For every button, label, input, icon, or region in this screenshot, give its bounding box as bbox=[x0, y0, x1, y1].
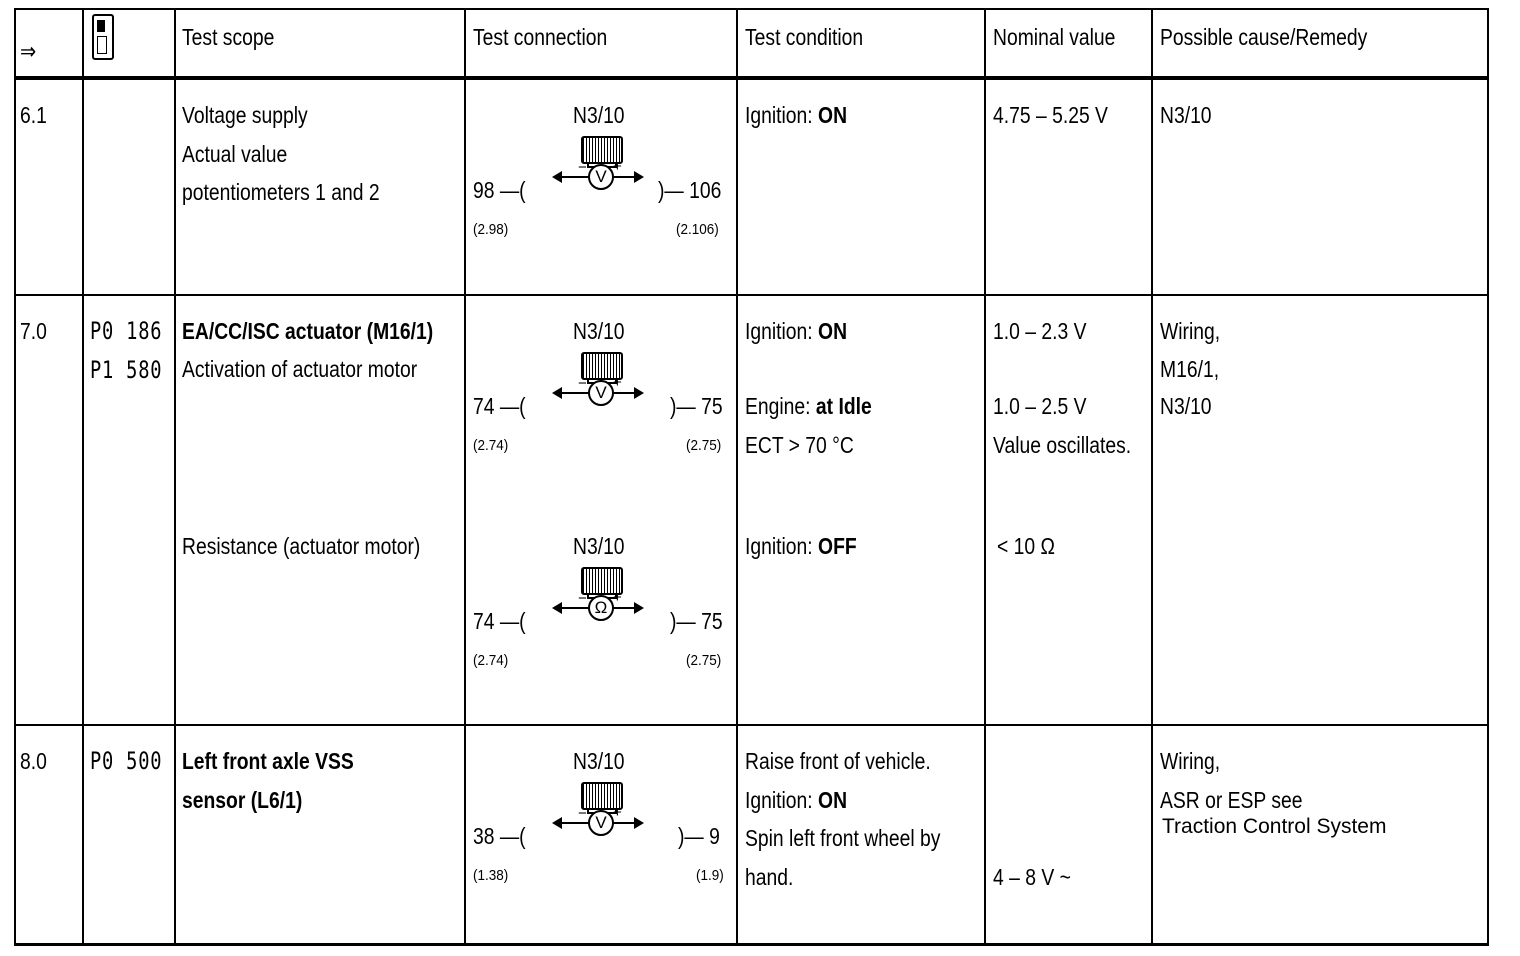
nominal-value: 1.0 – 2.3 V bbox=[993, 318, 1087, 344]
connector-label: N3/10 bbox=[573, 102, 625, 128]
test-condition: Spin left front wheel by bbox=[745, 825, 941, 851]
pin-right: )— 75 bbox=[670, 393, 723, 419]
test-scope-line: Voltage supply bbox=[182, 102, 308, 128]
nominal-value: 4.75 – 5.25 V bbox=[993, 102, 1108, 128]
remedy-line: N3/10 bbox=[1160, 102, 1212, 128]
test-condition: Ignition: ON bbox=[745, 102, 848, 128]
test-scope-line: Resistance (actuator motor) bbox=[182, 533, 421, 559]
test-condition: hand. bbox=[745, 864, 794, 890]
pin-left-ref: (1.38) bbox=[473, 867, 509, 884]
remedy-link[interactable]: Traction Control System bbox=[1162, 815, 1387, 838]
remedy-line: ASR or ESP see bbox=[1160, 787, 1303, 813]
pin-right-ref: (1.9) bbox=[696, 867, 724, 884]
test-scope-title: EA/CC/ISC actuator (M16/1) bbox=[182, 318, 434, 344]
header-test-connection: Test connection bbox=[473, 24, 608, 50]
nominal-value: < 10 Ω bbox=[997, 533, 1055, 559]
test-condition: ECT > 70 °C bbox=[745, 432, 854, 458]
voltmeter-symbol: − + V bbox=[568, 350, 638, 420]
pin-right: )— 75 bbox=[670, 608, 723, 634]
remedy-line: Wiring, bbox=[1160, 318, 1221, 344]
diagnostic-table bbox=[14, 8, 1489, 946]
header-test-condition: Test condition bbox=[745, 24, 864, 50]
pin-right: )— 9 bbox=[678, 823, 720, 849]
test-scope-title: sensor (L6/1) bbox=[182, 787, 303, 813]
remedy-line: M16/1, bbox=[1160, 356, 1220, 382]
pin-left-ref: (2.98) bbox=[473, 221, 509, 238]
nominal-value: 1.0 – 2.5 V bbox=[993, 393, 1087, 419]
step-number: 8.0 bbox=[20, 748, 47, 774]
fault-code: P0 500 bbox=[90, 747, 163, 775]
header-test-scope: Test scope bbox=[182, 24, 275, 50]
pin-left: 98 —( bbox=[473, 177, 526, 203]
step-number: 7.0 bbox=[20, 318, 47, 344]
test-scope-line: potentiometers 1 and 2 bbox=[182, 179, 380, 205]
tester-icon bbox=[92, 14, 114, 60]
connector-label: N3/10 bbox=[573, 318, 625, 344]
pin-left: 38 —( bbox=[473, 823, 526, 849]
step-number: 6.1 bbox=[20, 102, 47, 128]
test-scope-title: Left front axle VSS bbox=[182, 748, 354, 774]
header-possible-cause: Possible cause/Remedy bbox=[1160, 24, 1368, 50]
remedy-line: Wiring, bbox=[1160, 748, 1221, 774]
test-scope-line: Activation of actuator motor bbox=[182, 356, 418, 382]
pin-right-ref: (2.75) bbox=[686, 437, 722, 454]
voltmeter-symbol: − + V bbox=[568, 134, 638, 204]
test-condition: Ignition: ON bbox=[745, 318, 848, 344]
connector-label: N3/10 bbox=[573, 748, 625, 774]
fault-code: P1 580 bbox=[90, 356, 163, 384]
pin-left: 74 —( bbox=[473, 608, 526, 634]
fault-code: P0 186 bbox=[90, 317, 163, 345]
arrow-icon: ⇒ bbox=[20, 38, 37, 64]
connector-label: N3/10 bbox=[573, 533, 625, 559]
ohmmeter-symbol: − + Ω bbox=[568, 565, 638, 635]
pin-right: )— 106 bbox=[658, 177, 722, 203]
pin-right-ref: (2.75) bbox=[686, 652, 722, 669]
test-scope-line: Actual value bbox=[182, 141, 288, 167]
test-condition: Ignition: OFF bbox=[745, 533, 857, 559]
remedy-line: N3/10 bbox=[1160, 393, 1212, 419]
voltmeter-symbol: − + V bbox=[568, 780, 638, 850]
pin-left-ref: (2.74) bbox=[473, 652, 509, 669]
nominal-value: Value oscillates. bbox=[993, 432, 1132, 458]
test-condition: Ignition: ON bbox=[745, 787, 848, 813]
test-condition: Engine: at Idle bbox=[745, 393, 872, 419]
pin-left: 74 —( bbox=[473, 393, 526, 419]
pin-right-ref: (2.106) bbox=[676, 221, 719, 238]
test-condition: Raise front of vehicle. bbox=[745, 748, 931, 774]
header-nominal-value: Nominal value bbox=[993, 24, 1116, 50]
pin-left-ref: (2.74) bbox=[473, 437, 509, 454]
nominal-value: 4 – 8 V ~ bbox=[993, 864, 1071, 890]
